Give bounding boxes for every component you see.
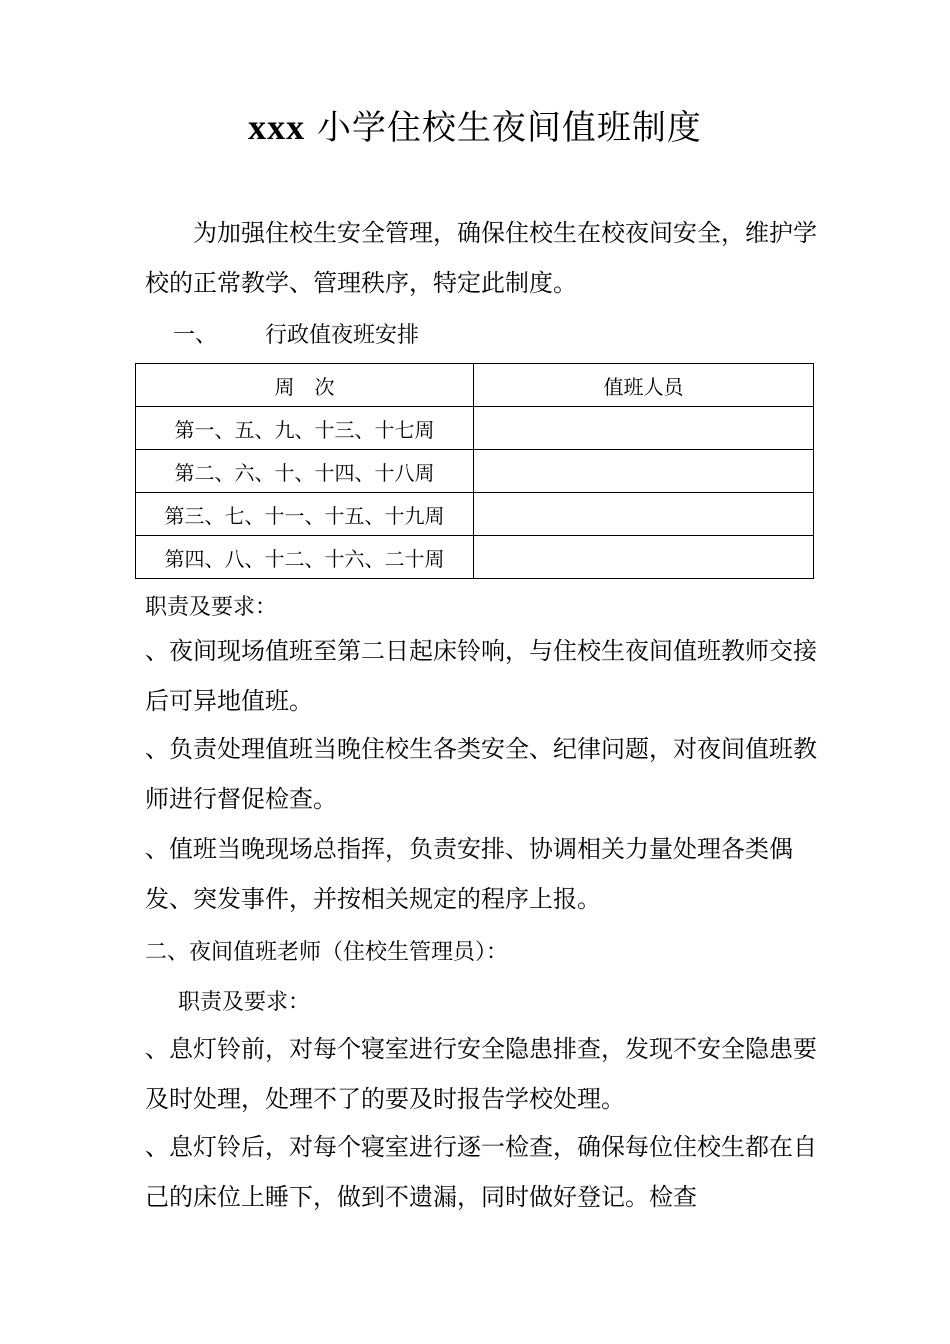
table-cell-staff: [474, 536, 814, 579]
table-header-staff: 值班人员: [474, 364, 814, 407]
intro-paragraph: 为加强住校生安全管理，确保住校生在校夜间安全，维护学校的正常教学、管理秩序，特定此制度。: [145, 219, 817, 297]
title-prefix: xxx: [248, 107, 306, 147]
table-cell-week: 第二、六、十、十四、十八周: [136, 450, 474, 493]
section2-duties-label: 职责及要求：: [178, 990, 311, 1015]
section1-duty-1: 、夜间现场值班至第二日起床铃响，与住校生夜间值班教师交接后可异地值班。: [145, 637, 817, 715]
title-main: 小学住校生夜间值班制度: [316, 108, 702, 148]
table-cell-week: 第一、五、九、十三、十七周: [136, 407, 474, 450]
table-cell-staff: [474, 407, 814, 450]
section1-heading: [173, 318, 419, 349]
table-cell-staff: [474, 450, 814, 493]
table-cell-staff: [474, 493, 814, 536]
table-header-row: [136, 364, 814, 407]
section2-duty-2: 、息灯铃后，对每个寝室进行逐一检查，确保每位住校生都在自己的床位上睡下，做到不遗漏，同时做好登记。检查: [145, 1133, 817, 1211]
table-row: [136, 450, 814, 493]
table-row: [136, 493, 814, 536]
table-header-week: 周 次: [136, 364, 474, 407]
table-row: [136, 536, 814, 579]
section1-duties-label: 职责及要求：: [145, 595, 278, 620]
section2-heading: 二、夜间值班老师（住校生管理员）：: [145, 940, 509, 965]
section1-number: 一、: [173, 323, 218, 348]
section1-duty-3: 、值班当晚现场总指挥，负责安排、协调相关力量处理各类偶发、突发事件，并按相关规定的程序上报。: [145, 835, 793, 913]
section1-duty-2: 、负责处理值班当晚住校生各类安全、纪律问题，对夜间值班教师进行督促检查。: [145, 735, 817, 813]
table-cell-week: 第三、七、十一、十五、十九周: [136, 493, 474, 536]
table-cell-week: 第四、八、十二、十六、二十周: [136, 536, 474, 579]
section1-title: 行政值夜班安排: [265, 323, 420, 348]
document-title: [0, 100, 950, 149]
section2-duty-1: 、息灯铃前，对每个寝室进行安全隐患排查，发现不安全隐患要及时处理，处理不了的要及时报告学校处理。: [145, 1035, 817, 1113]
duty-schedule-table: [135, 363, 814, 579]
table-row: [136, 407, 814, 450]
